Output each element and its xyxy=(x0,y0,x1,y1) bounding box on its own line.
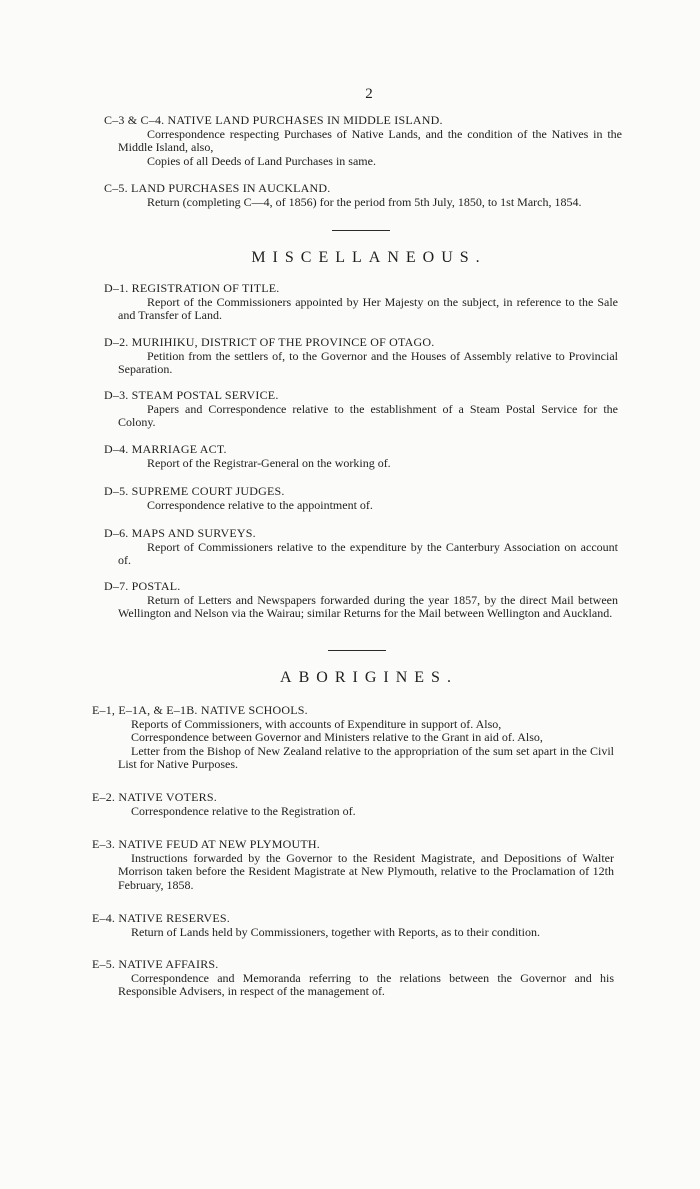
entry-d4 xyxy=(104,443,618,470)
entry-paragraph: Correspondence relative to the Registration of. xyxy=(131,803,356,818)
entry-title: REGISTRATION OF TITLE. xyxy=(131,281,280,295)
entry-e1 xyxy=(92,704,614,772)
entry-title: NATIVE SCHOOLS. xyxy=(200,703,308,717)
entry-paragraph: Correspondence respecting Purchases of Native Lands, and the condition of the Natives in the Middle Island, also, xyxy=(118,126,622,154)
entry-paragraph: Report of the Commissioners appointed by Her Majesty on the subject, in reference to the Sale and Transfer of Land. xyxy=(118,294,618,322)
entry-paragraph: Correspondence and Memoranda referring to the relations between the Governor and his Responsible Advisers, in respect of the management of. xyxy=(118,970,614,998)
entry-title: NATIVE FEUD AT NEW PLYMOUTH. xyxy=(118,837,320,851)
entry-d5 xyxy=(104,485,618,512)
entry-paragraph: Papers and Correspondence relative to the establishment of a Steam Postal Service for the Colony. xyxy=(118,401,618,429)
entry-e3 xyxy=(92,838,614,892)
entry-d1 xyxy=(104,282,618,323)
entry-code: E–4. xyxy=(92,911,116,925)
entry-code: D–1. xyxy=(104,281,129,295)
entry-paragraph: Return of Letters and Newspapers forwarded during the year 1857, by the direct Mail between Wellington and Nelson via the Wairau; similar Returns for the Mail between Wellington and Auckland. xyxy=(118,592,618,620)
entry-title: NATIVE AFFAIRS. xyxy=(118,957,219,971)
entry-paragraph: Report of Commissioners relative to the expenditure by the Canterbury Association on account of. xyxy=(118,539,618,567)
entry-code: E–5. xyxy=(92,957,116,971)
entry-title: POSTAL. xyxy=(131,579,181,593)
entry-code: D–7. xyxy=(104,579,129,593)
section-title-aborigines: ABORIGINES. xyxy=(280,669,458,686)
entry-title: STEAM POSTAL SERVICE. xyxy=(131,388,279,402)
entry-paragraph: Correspondence between Governor and Ministers relative to the Grant in aid of. Also, xyxy=(131,730,543,744)
entry-paragraph: Letter from the Bishop of New Zealand relative to the appropriation of the sum set apart in the Civil List for Native Purposes. xyxy=(118,743,614,771)
page-number: 2 xyxy=(365,86,373,102)
entry-title: LAND PURCHASES IN AUCKLAND. xyxy=(131,181,331,195)
section-title-miscellaneous: MISCELLANEOUS. xyxy=(251,249,487,266)
entry-paragraph: Instructions forwarded by the Governor to the Resident Magistrate, and Depositions of Walter Morrison taken before the Resident Magistrate at New Plymouth, relative to the Proclamation of 12th February, 1858. xyxy=(118,850,614,892)
entry-paragraph: Correspondence relative to the appointment of. xyxy=(147,497,373,512)
entry-code: E–3. xyxy=(92,837,116,851)
entry-code: C–3 & C–4. xyxy=(104,113,165,127)
entry-code: C–5. xyxy=(104,181,128,195)
entry-code: D–2. xyxy=(104,335,129,349)
entry-d2 xyxy=(104,336,618,377)
entry-paragraph: Petition from the settlers of, to the Governor and the Houses of Assembly relative to Provincial Separation. xyxy=(118,348,618,376)
entry-e2 xyxy=(92,791,614,818)
divider-rule xyxy=(332,230,390,231)
entry-paragraph: Reports of Commissioners, with accounts of Expenditure in support of. Also, xyxy=(131,716,502,731)
entry-title: NATIVE LAND PURCHASES IN MIDDLE ISLAND. xyxy=(167,113,443,127)
entry-code: E–2. xyxy=(92,790,116,804)
entry-c3-c4 xyxy=(104,114,622,168)
entry-code: D–3. xyxy=(104,388,129,402)
entry-title: NATIVE RESERVES. xyxy=(118,911,230,925)
entry-code: D–6. xyxy=(104,526,129,540)
entry-e4 xyxy=(92,912,614,939)
entry-paragraph: Return of Lands held by Commissioners, together with Reports, as to their condition. xyxy=(131,924,540,939)
divider-rule xyxy=(328,650,386,651)
entry-code: D–5. xyxy=(104,484,129,498)
entry-e5 xyxy=(92,958,614,999)
entry-title: MURIHIKU, DISTRICT OF THE PROVINCE OF OTAGO. xyxy=(131,335,435,349)
entry-code: E–1, E–1A, & E–1B. xyxy=(92,703,198,717)
entry-d6 xyxy=(104,527,618,568)
entry-title: MAPS AND SURVEYS. xyxy=(131,526,256,540)
entry-title: MARRIAGE ACT. xyxy=(131,442,227,456)
entry-title: NATIVE VOTERS. xyxy=(118,790,217,804)
entry-c5 xyxy=(104,182,622,209)
entry-d3 xyxy=(104,389,618,430)
entry-code: D–4. xyxy=(104,442,129,456)
entry-paragraph: Copies of all Deeds of Land Purchases in same. xyxy=(147,153,376,168)
entry-paragraph: Return (completing C—4, of 1856) for the period from 5th July, 1850, to 1st March, 1854. xyxy=(147,194,582,209)
entry-d7 xyxy=(104,580,618,621)
entry-title: SUPREME COURT JUDGES. xyxy=(131,484,285,498)
entry-paragraph: Report of the Registrar-General on the working of. xyxy=(147,455,391,470)
